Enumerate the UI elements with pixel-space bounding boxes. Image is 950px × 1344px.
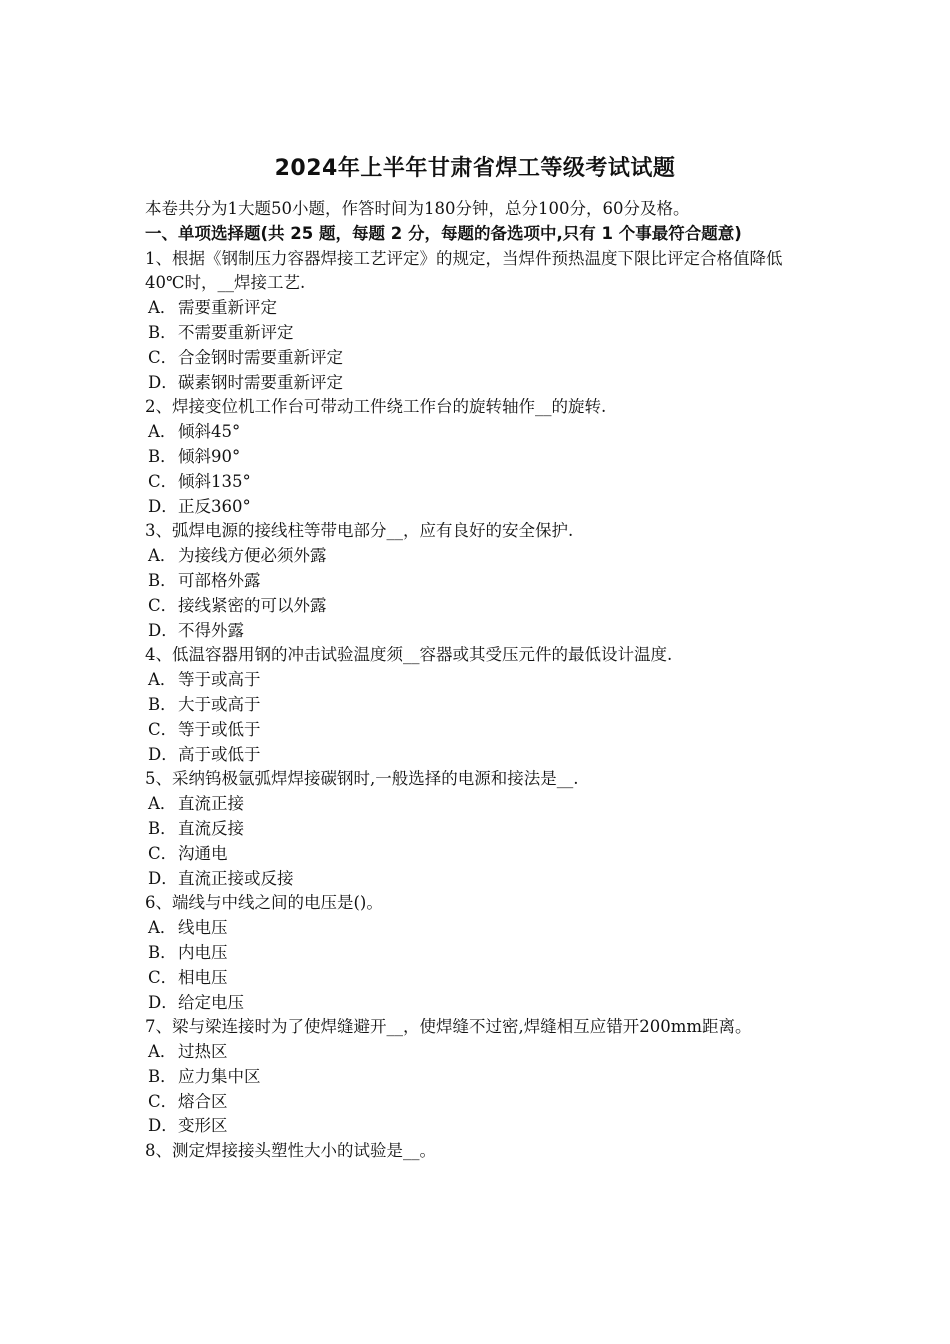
option-text: 等于或高于	[178, 670, 261, 690]
answer-option	[145, 371, 810, 396]
question-text: 4、低温容器用钢的冲击试验温度须__容器或其受压元件的最低设计温度.	[145, 645, 673, 665]
answer-option	[145, 1090, 810, 1115]
option-text: 沟通电	[178, 843, 228, 863]
question-item	[145, 1139, 810, 1164]
answer-option	[145, 941, 810, 966]
question-text: 3、弧焊电源的接线柱等带电部分__，应有良好的安全保护.	[145, 521, 574, 541]
question-item	[145, 519, 810, 643]
option-text: 需要重新评定	[178, 298, 277, 318]
answer-option	[145, 718, 810, 743]
option-letter: D．	[148, 620, 178, 640]
option-letter: A．	[148, 298, 177, 318]
answer-option	[145, 1065, 810, 1090]
option-text: 合金钢时需要重新评定	[178, 347, 343, 367]
option-letter: A．	[148, 670, 177, 690]
option-letter: A．	[148, 794, 177, 814]
option-text: 碳素钢时需要重新评定	[178, 372, 343, 392]
option-letter: C．	[148, 471, 178, 491]
question-item	[145, 1015, 810, 1139]
option-letter: D．	[148, 1116, 178, 1136]
option-letter: D．	[148, 372, 178, 392]
question-text: 6、端线与中线之间的电压是()。	[145, 893, 383, 913]
answer-option	[145, 420, 810, 445]
document-body	[145, 197, 810, 1164]
answer-option	[145, 693, 810, 718]
question-text: 7、梁与梁连接时为了使焊缝避开__，使焊缝不过密,焊缝相互应错开200mm距离。	[145, 1017, 752, 1037]
question-item	[145, 247, 810, 396]
option-letter: C．	[148, 1091, 178, 1111]
option-text: 为接线方便必须外露	[178, 546, 327, 566]
answer-option	[145, 792, 810, 817]
question-item	[145, 395, 810, 519]
option-letter: C．	[148, 347, 178, 367]
question-text: 1、根据《钢制压力容器焊接工艺评定》的规定，当焊件预热温度下限比评定合格值降低40℃时，__焊接工艺.	[145, 248, 783, 293]
option-text: 熔合区	[178, 1091, 228, 1111]
answer-option	[145, 916, 810, 941]
answer-option	[145, 743, 810, 768]
answer-option	[145, 991, 810, 1016]
option-text: 不需要重新评定	[178, 322, 294, 342]
option-letter: C．	[148, 967, 178, 987]
answer-option	[145, 817, 810, 842]
option-text: 接线紧密的可以外露	[178, 595, 327, 615]
option-letter: C．	[148, 595, 178, 615]
question-item	[145, 767, 810, 891]
option-text: 倾斜135°	[178, 471, 251, 491]
option-text: 等于或低于	[178, 719, 261, 739]
option-text: 应力集中区	[178, 1066, 261, 1086]
option-letter: A．	[148, 918, 177, 938]
answer-option	[145, 569, 810, 594]
answer-option	[145, 346, 810, 371]
exam-intro: 本卷共分为1大题50小题，作答时间为180分钟，总分100分，60分及格。	[145, 199, 690, 218]
option-text: 直流反接	[178, 818, 244, 838]
option-text: 大于或高于	[178, 694, 261, 714]
option-letter: A．	[148, 1042, 177, 1062]
section-heading: 一、单项选择题(共 25 题，每题 2 分，每题的备选项中,只有 1 个事最符合题意)	[145, 223, 742, 243]
document-title: 2024年上半年甘肃省焊工等级考试试题	[274, 156, 676, 181]
answer-option	[145, 1114, 810, 1139]
answer-option	[145, 867, 810, 892]
option-text: 可部格外露	[178, 570, 261, 590]
option-text: 内电压	[178, 942, 228, 962]
option-text: 过热区	[178, 1042, 228, 1062]
option-text: 倾斜45°	[178, 422, 241, 442]
option-letter: B．	[148, 322, 177, 342]
question-list	[145, 247, 810, 1164]
answer-option	[145, 1040, 810, 1065]
option-text: 给定电压	[178, 992, 244, 1012]
option-letter: D．	[148, 496, 178, 516]
option-letter: D．	[148, 868, 178, 888]
answer-option	[145, 445, 810, 470]
option-text: 不得外露	[178, 620, 244, 640]
option-letter: D．	[148, 744, 178, 764]
option-text: 直流正接或反接	[178, 868, 294, 888]
question-text: 5、采纳钨极氩弧焊焊接碳钢时,一般选择的电源和接法是__.	[145, 769, 579, 789]
option-letter: B．	[148, 1066, 177, 1086]
option-letter: B．	[148, 818, 177, 838]
answer-option	[145, 668, 810, 693]
option-letter: C．	[148, 843, 178, 863]
option-text: 变形区	[178, 1116, 228, 1136]
answer-option	[145, 495, 810, 520]
option-letter: A．	[148, 422, 177, 442]
answer-option	[145, 619, 810, 644]
option-letter: B．	[148, 942, 177, 962]
option-text: 线电压	[178, 918, 228, 938]
option-text: 倾斜90°	[178, 446, 241, 466]
option-text: 相电压	[178, 967, 228, 987]
option-letter: A．	[148, 546, 177, 566]
option-letter: B．	[148, 694, 177, 714]
question-text: 2、焊接变位机工作台可带动工件绕工作台的旋转轴作__的旋转.	[145, 397, 607, 417]
answer-option	[145, 470, 810, 495]
question-item	[145, 891, 810, 1015]
option-text: 高于或低于	[178, 744, 261, 764]
answer-option	[145, 594, 810, 619]
answer-option	[145, 966, 810, 991]
question-item	[145, 643, 810, 767]
answer-option	[145, 842, 810, 867]
answer-option	[145, 544, 810, 569]
option-letter: D．	[148, 992, 178, 1012]
option-letter: C．	[148, 719, 178, 739]
option-text: 直流正接	[178, 794, 244, 814]
option-letter: B．	[148, 446, 177, 466]
question-text: 8、测定焊接接头塑性大小的试验是__。	[145, 1141, 436, 1161]
option-letter: B．	[148, 570, 177, 590]
answer-option	[145, 296, 810, 321]
answer-option	[145, 321, 810, 346]
option-text: 正反360°	[178, 496, 251, 516]
